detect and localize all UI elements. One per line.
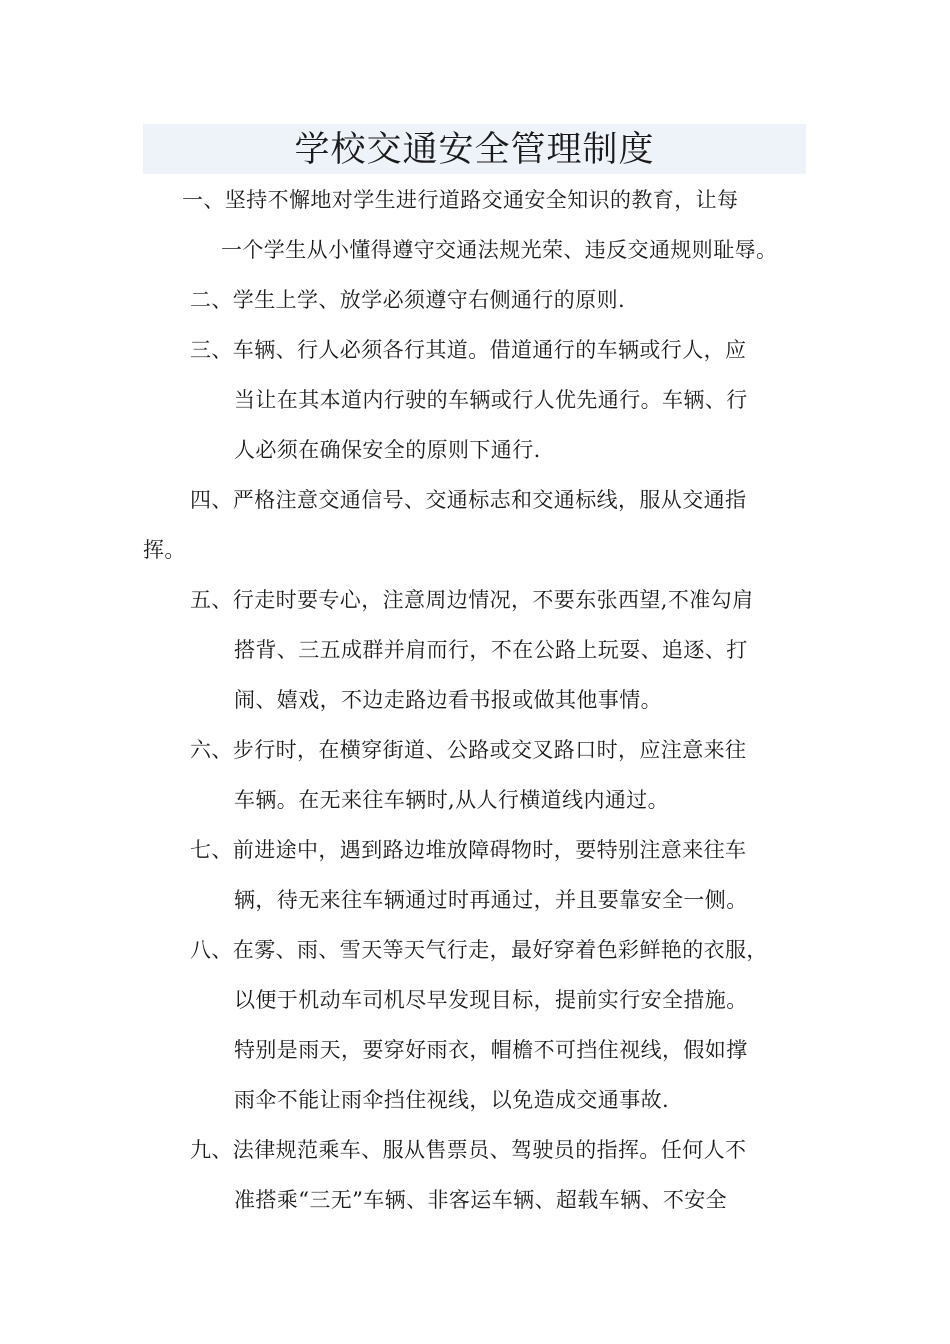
rule-3-line-2: 当让在其本道内行驶的车辆或行人优先通行。车辆、行	[234, 388, 748, 412]
document-title: 学校交通安全管理制度	[294, 130, 655, 170]
rule-6-line-1: 六、步行时，在横穿街道、公路或交叉路口时，应注意来往	[190, 738, 747, 762]
rule-8-line-3: 特别是雨天，要穿好雨衣，帽檐不可挡住视线，假如撑	[234, 1038, 748, 1062]
rule-5-line-1: 五、行走时要专心，注意周边情况，不要东张西望,不准勾肩	[190, 588, 754, 612]
rule-2-line-1: 二、学生上学、放学必须遵守右侧通行的原则.	[190, 288, 626, 312]
rule-3-line-1: 三、车辆、行人必须各行其道。借道通行的车辆或行人，应	[190, 338, 747, 362]
rule-5-line-3: 闹、嬉戏，不边走路边看书报或做其他事情。	[234, 688, 662, 712]
rule-5-line-2: 搭背、三五成群并肩而行，不在公路上玩耍、追逐、打	[234, 638, 748, 662]
rule-8-line-2: 以便于机动车司机尽早发现目标，提前实行安全措施。	[234, 988, 748, 1012]
rule-1-line-2: 一个学生从小懂得遵守交通法规光荣、违反交通规则耻辱。	[221, 238, 778, 262]
rule-1-line-1: 一、坚持不懈地对学生进行道路交通安全知识的教育，让每	[182, 188, 739, 212]
rule-8-line-1: 八、在雾、雨、雪天等天气行走，最好穿着色彩鲜艳的衣服，	[190, 938, 768, 962]
rule-6-line-2: 车辆。在无来往车辆时,从人行横道线内通过。	[234, 788, 670, 812]
rule-9-line-1: 九、法律规范乘车、服从售票员、驾驶员的指挥。任何人不	[190, 1138, 747, 1162]
rule-7-line-1: 七、前进途中，遇到路边堆放障碍物时，要特别注意来往车	[190, 838, 747, 862]
rule-7-line-2: 辆，待无来往车辆通过时再通过，并且要靠安全一侧。	[234, 888, 748, 912]
rule-3-line-3: 人必须在确保安全的原则下通行.	[234, 438, 541, 462]
rule-4-line-2: 挥。	[143, 538, 186, 562]
rule-4-line-1: 四、严格注意交通信号、交通标志和交通标线，服从交通指	[190, 488, 747, 512]
rule-9-line-2: 准搭乘“三无”车辆、非客运车辆、超载车辆、不安全	[234, 1188, 728, 1212]
rule-8-line-4: 雨伞不能让雨伞挡住视线，以免造成交通事故.	[234, 1088, 670, 1112]
